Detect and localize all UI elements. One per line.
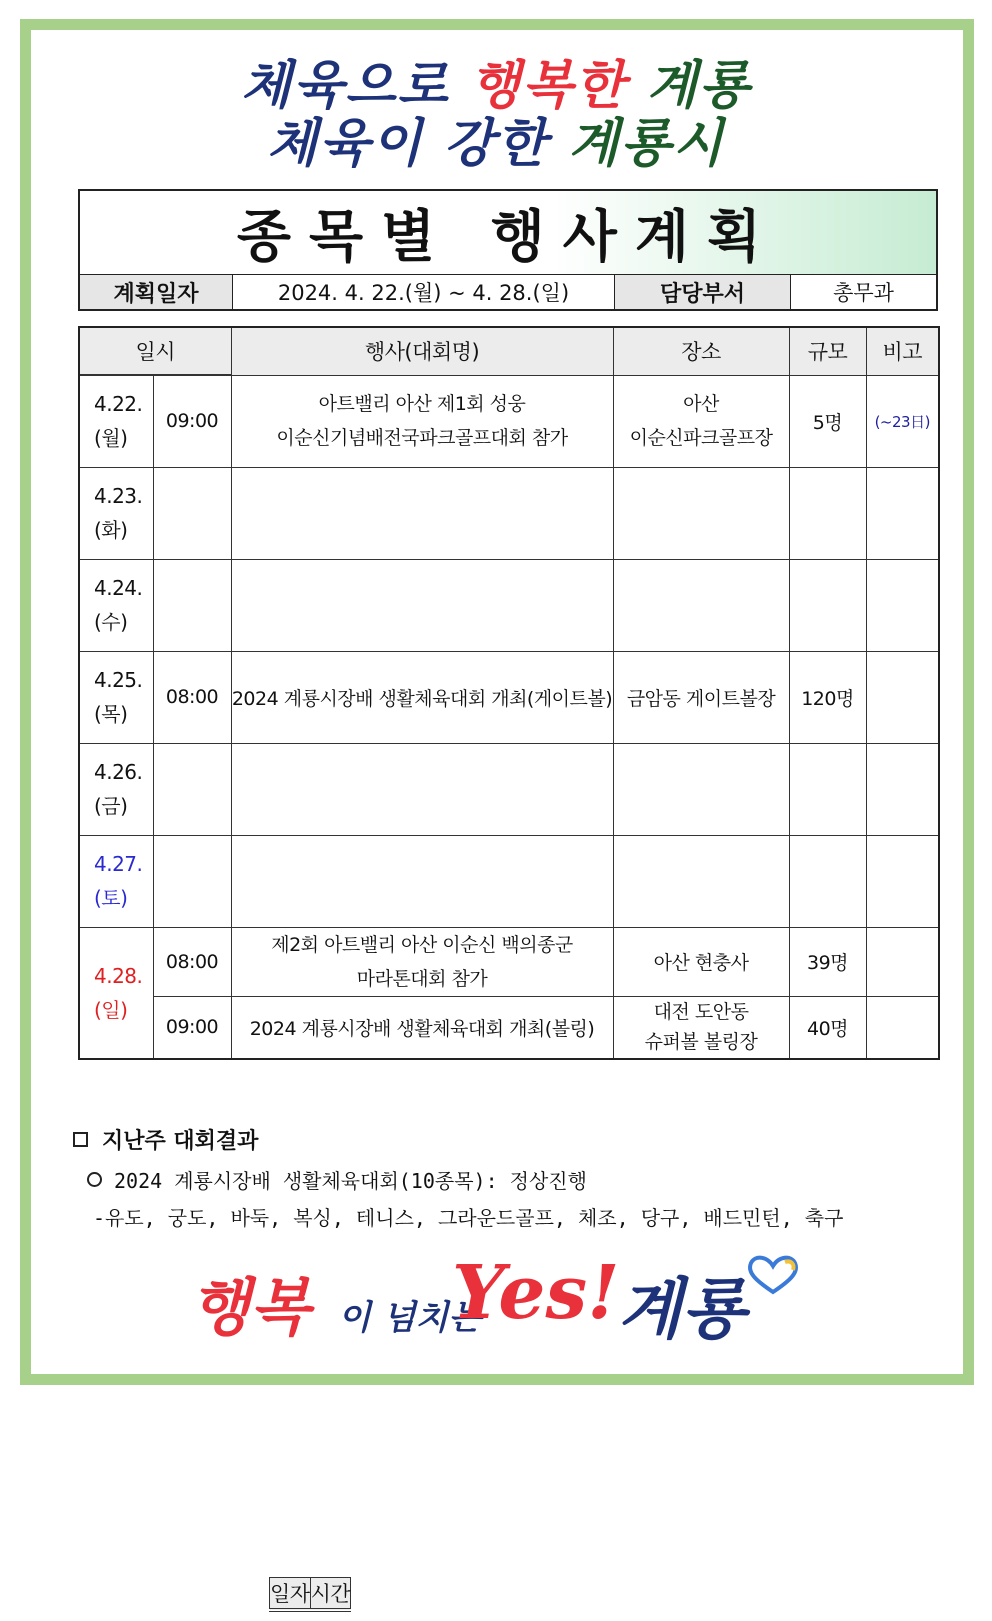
plan-info-row bbox=[80, 275, 936, 309]
footer-slogan-logo: 행복 이 넘치는 Yes! 계룡 bbox=[190, 1250, 830, 1350]
time-cell bbox=[153, 743, 231, 835]
place-cell bbox=[613, 467, 789, 559]
table-row bbox=[79, 927, 939, 996]
scale-cell bbox=[789, 743, 866, 835]
scale-cell: 40명 bbox=[789, 996, 866, 1059]
results-heading: 지난주 대회결과 bbox=[73, 1124, 933, 1155]
table-row bbox=[79, 559, 939, 651]
note-cell bbox=[866, 559, 939, 651]
note-cell bbox=[866, 467, 939, 559]
circle-bullet-icon bbox=[87, 1172, 102, 1187]
time-cell bbox=[153, 835, 231, 927]
scale-cell bbox=[789, 835, 866, 927]
time-cell: 09:00 bbox=[153, 996, 231, 1059]
place-cell: 금암동 게이트볼장 bbox=[613, 651, 789, 743]
last-week-results bbox=[73, 1124, 933, 1231]
header-scale: 규모 bbox=[789, 327, 866, 375]
date-cell: 4.28. (일) bbox=[79, 927, 153, 1059]
event-cell: 제2회 아트밸리 아산 이순신 백의종군 마라톤대회 참가 bbox=[231, 927, 613, 996]
header-place: 장소 bbox=[613, 327, 789, 375]
event-cell bbox=[231, 835, 613, 927]
note-cell bbox=[866, 743, 939, 835]
note-cell bbox=[866, 651, 939, 743]
place-cell bbox=[613, 743, 789, 835]
date-cell: 4.23. (화) bbox=[79, 467, 153, 559]
slogan-line-2: 체육이 강한 계룡시 bbox=[266, 113, 726, 174]
event-cell bbox=[231, 467, 613, 559]
table-row bbox=[79, 467, 939, 559]
time-cell: 09:00 bbox=[153, 375, 231, 467]
event-cell: 2024 계룡시장배 생활체육대회 개최(볼링) bbox=[231, 996, 613, 1059]
results-item: 2024 계룡시장배 생활체육대회(10종목): 정상진행 bbox=[73, 1165, 933, 1194]
event-cell: 아트밸리 아산 제1회 성웅 이순신기념배전국파크골프대회 참가 bbox=[231, 375, 613, 467]
header-datetime: 일시 bbox=[79, 327, 231, 374]
place-cell: 대전 도안동 슈퍼볼 볼링장 bbox=[613, 996, 789, 1059]
date-cell: 4.27. (토) bbox=[79, 835, 153, 927]
note-cell bbox=[866, 996, 939, 1059]
checkbox-square-icon bbox=[73, 1132, 88, 1147]
header-note: 비고 bbox=[866, 327, 939, 375]
event-cell bbox=[231, 559, 613, 651]
date-cell: 4.24. (수) bbox=[79, 559, 153, 651]
table-row bbox=[79, 835, 939, 927]
event-cell: 2024 계룡시장배 생활체육대회 개최(게이트볼) bbox=[231, 651, 613, 743]
table-row bbox=[79, 743, 939, 835]
title-box bbox=[78, 189, 938, 311]
table-row bbox=[79, 375, 939, 467]
table-row bbox=[79, 996, 939, 1059]
scale-cell bbox=[789, 467, 866, 559]
note-cell bbox=[866, 927, 939, 996]
time-cell: 08:00 bbox=[153, 651, 231, 743]
time-cell: 08:00 bbox=[153, 927, 231, 996]
place-cell: 아산 현충사 bbox=[613, 927, 789, 996]
header-time: 시간 bbox=[310, 1578, 351, 1611]
dept-value: 총무과 bbox=[833, 281, 894, 305]
plan-date-value: 2024. 4. 22.(월) ~ 4. 28.(일) bbox=[233, 275, 615, 309]
header-event: 행사(대회명) bbox=[231, 327, 613, 375]
scale-cell bbox=[789, 559, 866, 651]
results-sports-list: -유도, 궁도, 바둑, 복싱, 테니스, 그라운드골프, 체조, 당구, 배드민턴, 축구 bbox=[93, 1206, 844, 1230]
date-cell: 4.22. (월) bbox=[79, 375, 153, 467]
note-cell bbox=[866, 835, 939, 927]
heart-icon bbox=[745, 1254, 801, 1296]
slogan-line-1: 체육으로 행복한 계룡 bbox=[240, 55, 752, 116]
place-cell bbox=[613, 835, 789, 927]
time-cell bbox=[153, 559, 231, 651]
scale-cell: 5명 bbox=[789, 375, 866, 467]
scale-cell: 39명 bbox=[789, 927, 866, 996]
plan-date-label: 계획일자 bbox=[80, 275, 233, 309]
scale-cell: 120명 bbox=[789, 651, 866, 743]
page-title: 종목별 행사계획 bbox=[80, 191, 936, 275]
place-cell: 아산 이순신파크골프장 bbox=[613, 375, 789, 467]
place-cell bbox=[613, 559, 789, 651]
time-cell bbox=[153, 467, 231, 559]
dept-label: 담당부서 bbox=[615, 275, 791, 309]
note-cell: (~23日) bbox=[866, 375, 939, 467]
table-row bbox=[79, 651, 939, 743]
date-cell: 4.25. (목) bbox=[79, 651, 153, 743]
event-cell bbox=[231, 743, 613, 835]
header-date: 일자 bbox=[270, 1578, 311, 1611]
date-cell: 4.26. (금) bbox=[79, 743, 153, 835]
